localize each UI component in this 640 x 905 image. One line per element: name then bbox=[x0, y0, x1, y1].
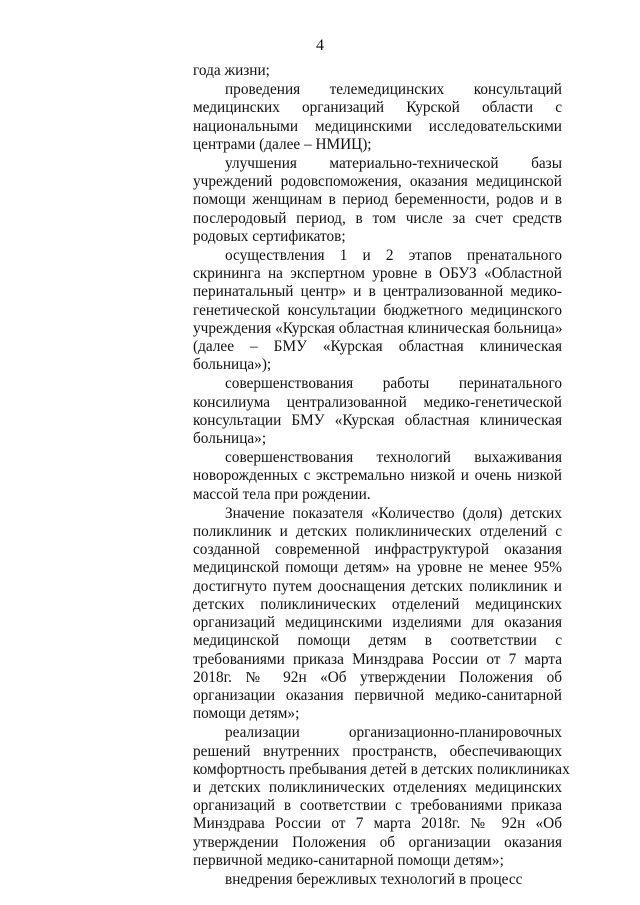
text-line: реализации организационно-планировочных bbox=[225, 724, 562, 742]
text-line: Значение показателя «Количество (доля) детских bbox=[225, 504, 562, 522]
text-line: перинатальный центр» и в централизованной медико- bbox=[193, 283, 562, 301]
text-line: Минздрава России от 7 марта 2018г. № 92н «Об bbox=[193, 815, 562, 833]
text-line: решений внутренних пространств, обеспечивающих bbox=[193, 742, 562, 760]
text-line: национальными медицинскими исследовательскими bbox=[193, 117, 562, 135]
text-line: организации оказания первичной медико-санитарной bbox=[193, 686, 562, 704]
text-line: учреждения «Курская областная клиническая больница» bbox=[193, 319, 563, 337]
text-line: больница»; bbox=[193, 430, 267, 448]
text-line: консультации БМУ «Курская областная клиническая bbox=[193, 411, 562, 429]
document-body bbox=[193, 62, 570, 890]
text-line: созданной современной инфраструктурой оказания bbox=[193, 541, 562, 559]
text-line: (далее – БМУ «Курская областная клиническая bbox=[193, 338, 562, 356]
text-line: внедрения бережливых технологий в процесс bbox=[225, 870, 523, 888]
text-line: организаций в соответствии с требованиями приказа bbox=[193, 797, 562, 815]
text-line: больница»); bbox=[193, 356, 272, 374]
text-line: комфортность пребывания детей в детских поликлиниках bbox=[193, 760, 570, 778]
text-line: родовых сертификатов; bbox=[193, 227, 346, 245]
page-number: 4 bbox=[316, 37, 324, 54]
paragraph bbox=[193, 375, 562, 448]
text-line: помощи детям»; bbox=[193, 705, 300, 723]
text-line: новорожденных с экстремально низкой и очень низкой bbox=[193, 467, 562, 485]
text-line: первичной медико-санитарной помощи детям»; bbox=[193, 851, 504, 869]
paragraph bbox=[193, 247, 562, 374]
paragraph bbox=[193, 62, 562, 80]
text-line: помощи женщинам в период беременности, родов и в bbox=[193, 191, 562, 209]
text-line: улучшения материально-технической базы bbox=[225, 155, 562, 173]
text-line: поликлиник и детских поликлинических отделений с bbox=[193, 523, 562, 541]
text-line: медицинских организаций Курской области с bbox=[193, 99, 562, 117]
text-line: года жизни; bbox=[193, 62, 270, 79]
paragraph bbox=[193, 871, 562, 889]
paragraph bbox=[193, 505, 562, 723]
text-line: консилиума централизованной медико-генетической bbox=[193, 393, 562, 411]
text-line: совершенствования технологий выхаживания bbox=[225, 449, 562, 467]
text-line: достигнуто путем дооснащения детских поликлиник и bbox=[193, 577, 562, 595]
text-line: детских поликлинических отделений медицинских bbox=[193, 595, 562, 613]
text-line: генетической консультации бюджетного медицинского bbox=[193, 301, 562, 319]
text-line: медицинской помощи детям» на уровне не менее 95% bbox=[193, 559, 562, 577]
text-line: требованиями приказа Минздрава России от 7 марта bbox=[193, 650, 562, 668]
text-line: утверждении Положения об организации оказания bbox=[193, 833, 562, 851]
paragraph bbox=[193, 724, 570, 870]
paragraph bbox=[193, 81, 562, 154]
text-line: и детских поликлинических отделениях медицинских bbox=[193, 778, 562, 796]
text-line: организаций медицинскими изделиями для оказания bbox=[193, 614, 562, 632]
text-line: совершенствования работы перинатального bbox=[225, 375, 562, 393]
paragraph bbox=[193, 155, 562, 246]
text-line: 2018г. № 92н «Об утверждении Положения об bbox=[193, 668, 562, 686]
paragraph bbox=[193, 449, 562, 504]
text-line: проведения телемедицинских консультаций bbox=[225, 81, 562, 99]
text-line: центрами (далее – НМИЦ); bbox=[193, 135, 372, 153]
text-line: послеродовый период, в том числе за счет средств bbox=[193, 209, 562, 227]
text-line: медицинской помощи детям в соответствии с bbox=[193, 632, 562, 650]
text-line: массой тела при рождении. bbox=[193, 485, 371, 503]
text-line: осуществления 1 и 2 этапов пренатального bbox=[225, 247, 562, 265]
text-line: учреждений родовспоможения, оказания медицинской bbox=[193, 173, 562, 191]
text-line: скрининга на экспертном уровне в ОБУЗ «Областной bbox=[193, 265, 562, 283]
